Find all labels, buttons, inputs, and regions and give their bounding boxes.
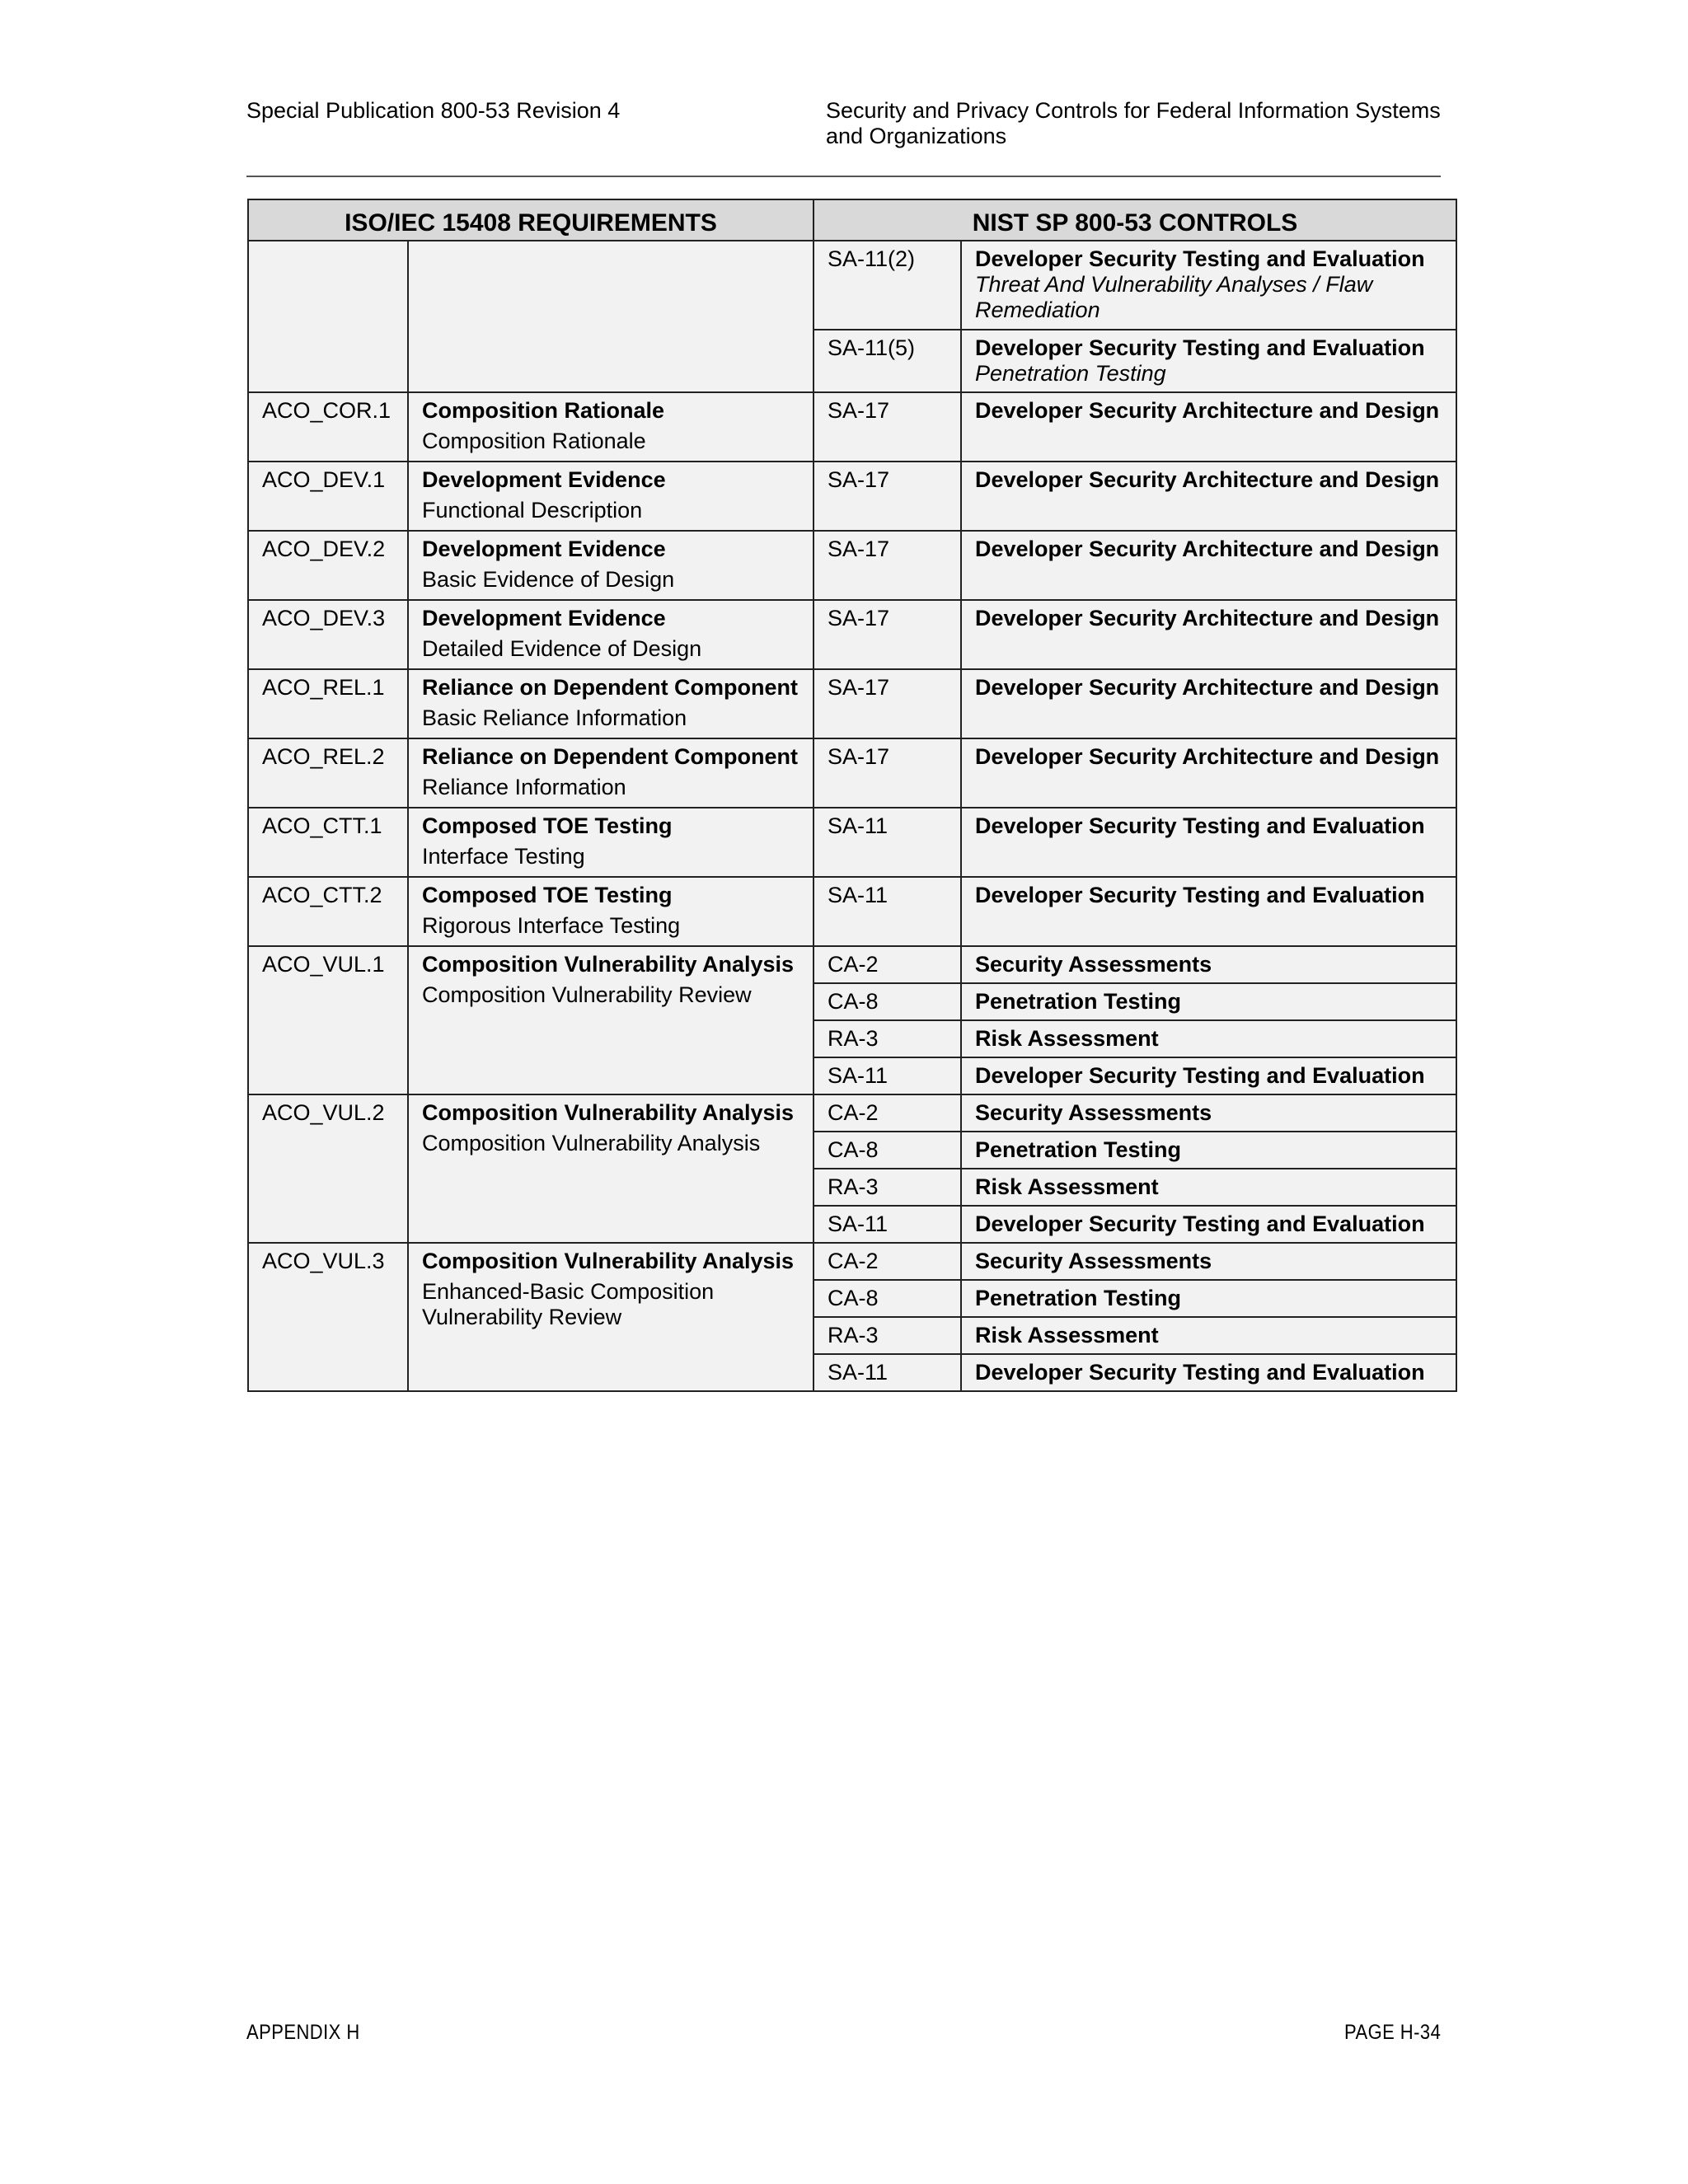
control-title: Developer Security Architecture and Design — [961, 600, 1456, 669]
control-title: Penetration Testing — [961, 983, 1456, 1020]
req-subtitle: Reliance Information — [422, 775, 626, 799]
control-title: Security Assessments — [961, 1243, 1456, 1280]
control-id: SA-11(2) — [814, 241, 961, 330]
control-enhancement: Threat And Vulnerability Analyses / Flaw Remediation — [975, 272, 1373, 322]
table-row — [248, 738, 1456, 808]
control-id: CA-2 — [814, 1243, 961, 1280]
control-id: SA-17 — [814, 531, 961, 600]
control-title: Security Assessments — [961, 1094, 1456, 1132]
req-title: Composition Vulnerability Analysis — [422, 1249, 795, 1273]
control-id: SA-11 — [814, 877, 961, 946]
req-title: Development Evidence — [422, 606, 666, 630]
req-desc-cell — [408, 241, 814, 392]
table-row — [248, 531, 1456, 600]
control-id: CA-8 — [814, 983, 961, 1020]
req-subtitle: Basic Evidence of Design — [422, 567, 675, 592]
iso-requirements-header: ISO/IEC 15408 REQUIREMENTS — [248, 199, 814, 241]
req-id: ACO_REL.2 — [248, 738, 408, 808]
control-id: RA-3 — [814, 1169, 961, 1206]
table-row — [248, 877, 1456, 946]
footer-page-number: PAGE H-34 — [1343, 2021, 1441, 2044]
control-id: SA-17 — [814, 738, 961, 808]
control-desc-cell — [961, 330, 1456, 392]
control-desc-cell — [961, 241, 1456, 330]
control-id: CA-8 — [814, 1280, 961, 1317]
control-title: Developer Security Testing and Evaluation — [961, 808, 1456, 877]
control-title: Developer Security Testing and Evaluation — [961, 1057, 1456, 1094]
req-id-cell — [248, 241, 408, 392]
req-id: ACO_COR.1 — [248, 392, 408, 462]
nist-controls-header: NIST SP 800-53 CONTROLS — [814, 199, 1456, 241]
control-title: Penetration Testing — [961, 1132, 1456, 1169]
control-title: Developer Security Architecture and Design — [961, 531, 1456, 600]
table-row — [248, 669, 1456, 738]
req-desc-cell — [408, 877, 814, 946]
control-id: RA-3 — [814, 1317, 961, 1354]
req-subtitle: Composition Rationale — [422, 429, 646, 453]
req-id: ACO_REL.1 — [248, 669, 408, 738]
req-title: Reliance on Dependent Component — [422, 675, 799, 700]
footer-appendix: APPENDIX H — [246, 2021, 360, 2044]
table-row — [248, 600, 1456, 669]
control-title: Developer Security Testing and Evaluation — [961, 877, 1456, 946]
mapping-table — [247, 199, 1457, 1392]
req-id: ACO_CTT.2 — [248, 877, 408, 946]
req-id: ACO_CTT.1 — [248, 808, 408, 877]
control-id: SA-17 — [814, 600, 961, 669]
req-desc-cell — [408, 531, 814, 600]
control-title: Developer Security Testing and Evaluation — [975, 335, 1425, 360]
req-id: ACO_VUL.3 — [248, 1243, 408, 1391]
control-id: SA-11 — [814, 1057, 961, 1094]
req-desc-cell — [408, 946, 814, 1094]
req-subtitle: Detailed Evidence of Design — [422, 636, 702, 661]
control-id: CA-8 — [814, 1132, 961, 1169]
control-title: Risk Assessment — [961, 1317, 1456, 1354]
control-title: Developer Security Architecture and Design — [961, 392, 1456, 462]
req-subtitle: Composition Vulnerability Review — [422, 982, 752, 1007]
req-title: Composed TOE Testing — [422, 813, 673, 838]
control-id: RA-3 — [814, 1020, 961, 1057]
req-id: ACO_DEV.3 — [248, 600, 408, 669]
req-desc-cell — [408, 669, 814, 738]
control-title: Security Assessments — [961, 946, 1456, 983]
control-id: CA-2 — [814, 1094, 961, 1132]
control-id: SA-11 — [814, 808, 961, 877]
req-subtitle: Functional Description — [422, 498, 643, 523]
control-title: Developer Security Testing and Evaluation — [961, 1206, 1456, 1243]
req-id: ACO_DEV.2 — [248, 531, 408, 600]
req-subtitle: Rigorous Interface Testing — [422, 913, 681, 938]
req-desc-cell — [408, 462, 814, 531]
table-row — [248, 241, 1456, 330]
control-title: Penetration Testing — [961, 1280, 1456, 1317]
table-row — [248, 392, 1456, 462]
req-subtitle: Basic Reliance Information — [422, 705, 687, 730]
control-title: Developer Security Architecture and Design — [961, 738, 1456, 808]
control-id: SA-17 — [814, 392, 961, 462]
header-title: Security and Privacy Controls for Federal Information Systems and Organizations — [826, 98, 1441, 148]
req-desc-cell — [408, 808, 814, 877]
req-title: Composed TOE Testing — [422, 883, 673, 907]
table-row — [248, 946, 1456, 983]
header-rule — [246, 176, 1441, 177]
req-title: Composition Rationale — [422, 398, 665, 423]
req-id: ACO_DEV.1 — [248, 462, 408, 531]
req-subtitle: Composition Vulnerability Analysis — [422, 1131, 761, 1155]
control-title: Developer Security Testing and Evaluation — [961, 1354, 1456, 1391]
control-title: Risk Assessment — [961, 1169, 1456, 1206]
table-header-row — [248, 199, 1456, 241]
control-id: SA-17 — [814, 669, 961, 738]
control-id: SA-17 — [814, 462, 961, 531]
control-id: SA-11 — [814, 1206, 961, 1243]
table-row — [248, 1094, 1456, 1132]
req-subtitle: Enhanced-Basic Composition Vulnerability Review — [422, 1279, 715, 1329]
req-desc-cell — [408, 1094, 814, 1243]
control-title: Risk Assessment — [961, 1020, 1456, 1057]
table-row — [248, 462, 1456, 531]
control-enhancement: Penetration Testing — [975, 361, 1166, 386]
req-id: ACO_VUL.2 — [248, 1094, 408, 1243]
req-desc-cell — [408, 600, 814, 669]
header-publication: Special Publication 800-53 Revision 4 — [246, 98, 621, 123]
control-id: SA-11 — [814, 1354, 961, 1391]
req-title: Reliance on Dependent Component — [422, 744, 799, 769]
req-id: ACO_VUL.1 — [248, 946, 408, 1094]
req-subtitle: Interface Testing — [422, 844, 585, 869]
table-row — [248, 1243, 1456, 1280]
table-row — [248, 808, 1456, 877]
control-id: CA-2 — [814, 946, 961, 983]
control-title: Developer Security Architecture and Design — [961, 462, 1456, 531]
control-title: Developer Security Testing and Evaluation — [975, 246, 1425, 271]
control-id: SA-11(5) — [814, 330, 961, 392]
req-desc-cell — [408, 738, 814, 808]
req-title: Composition Vulnerability Analysis — [422, 952, 795, 977]
req-title: Development Evidence — [422, 537, 666, 561]
control-title: Developer Security Architecture and Design — [961, 669, 1456, 738]
req-title: Composition Vulnerability Analysis — [422, 1100, 795, 1125]
req-desc-cell — [408, 1243, 814, 1391]
req-title: Development Evidence — [422, 467, 666, 492]
req-desc-cell — [408, 392, 814, 462]
